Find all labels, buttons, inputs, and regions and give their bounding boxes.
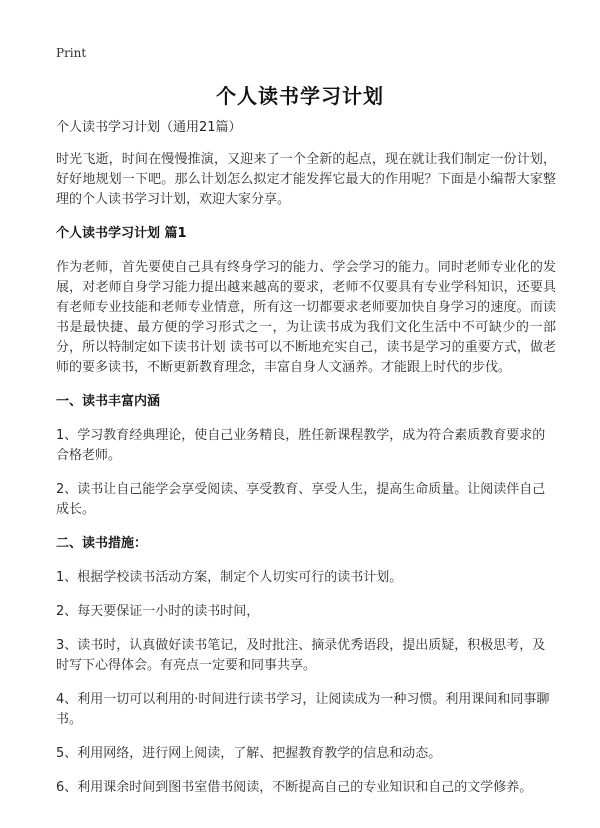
- section-heading-reading-enriches: 一、读书丰富内涵: [56, 394, 161, 409]
- list-item: 4、利用一切可以利用的·时间进行读书学习，让阅读成为一种习惯。利用课间和同事聊书。: [56, 692, 550, 727]
- section-heading-reading-measures: 二、读书措施：: [56, 536, 148, 551]
- list-item: 3、读书时，认真做好读书笔记，及时批注、摘录优秀语段，提出质疑，积极思考，及时写下心得体会。有亮点一定要和同事共享。: [56, 638, 546, 673]
- article-heading: 个人读书学习计划 篇1: [56, 226, 187, 241]
- print-label[interactable]: Print: [56, 46, 87, 60]
- intro-paragraph: 时光飞逝，时间在慢慢推演，又迎来了一个全新的起点，现在就让我们制定一份计划，好好地规划一下吧。那么计划怎么拟定才能发挥它最大的作用呢？下面是小编帮大家整理的个人读书学习计划，欢迎大家分享。: [56, 152, 556, 207]
- document-content: [56, 118, 556, 812]
- list-item: 2、每天要保证一小时的读书时间，: [56, 604, 260, 619]
- list-item: 6、利用课余时间到图书室借书阅读，不断提高自己的专业知识和自己的文学修养。: [56, 780, 533, 795]
- article-paragraph: 作为老师，首先要使自己具有终身学习的能力、学会学习的能力。同时老师专业化的发展，对老师自身学习能力提出越来越高的要求，老师不仅要具有专业学科知识，还要具有老师专业技能和老师专业情意，所有这一切都要求老师要加快自身学习的速度。而读书是最快捷、最方便的学习形式之一，为让读书成为我们文化生活中不可缺少的一部分，所以特制定如下读书计划 读书可以不断地充实自己，读书是学习的重要方式，做老师的要多读书，不断更新教育理念，丰富自身人文涵养。才能跟上时代的步伐。: [56, 260, 556, 375]
- list-item: 1、根据学校读书活动方案，制定个人切实可行的读书计划。: [56, 570, 403, 585]
- document-subtitle: 个人读书学习计划（通用21篇）: [56, 120, 242, 135]
- list-item: 2、读书让自己能学会享受阅读、享受教育、享受人生，提高生命质量。让阅读伴自己成长。: [56, 482, 546, 517]
- list-item: 5、利用网络，进行网上阅读，了解、把握教育教学的信息和动态。: [56, 746, 442, 761]
- list-item: 1、学习教育经典理论，使自己业务精良，胜任新课程教学，成为符合素质教育要求的合格老师。: [56, 428, 546, 463]
- page-title: 个人读书学习计划: [216, 84, 384, 108]
